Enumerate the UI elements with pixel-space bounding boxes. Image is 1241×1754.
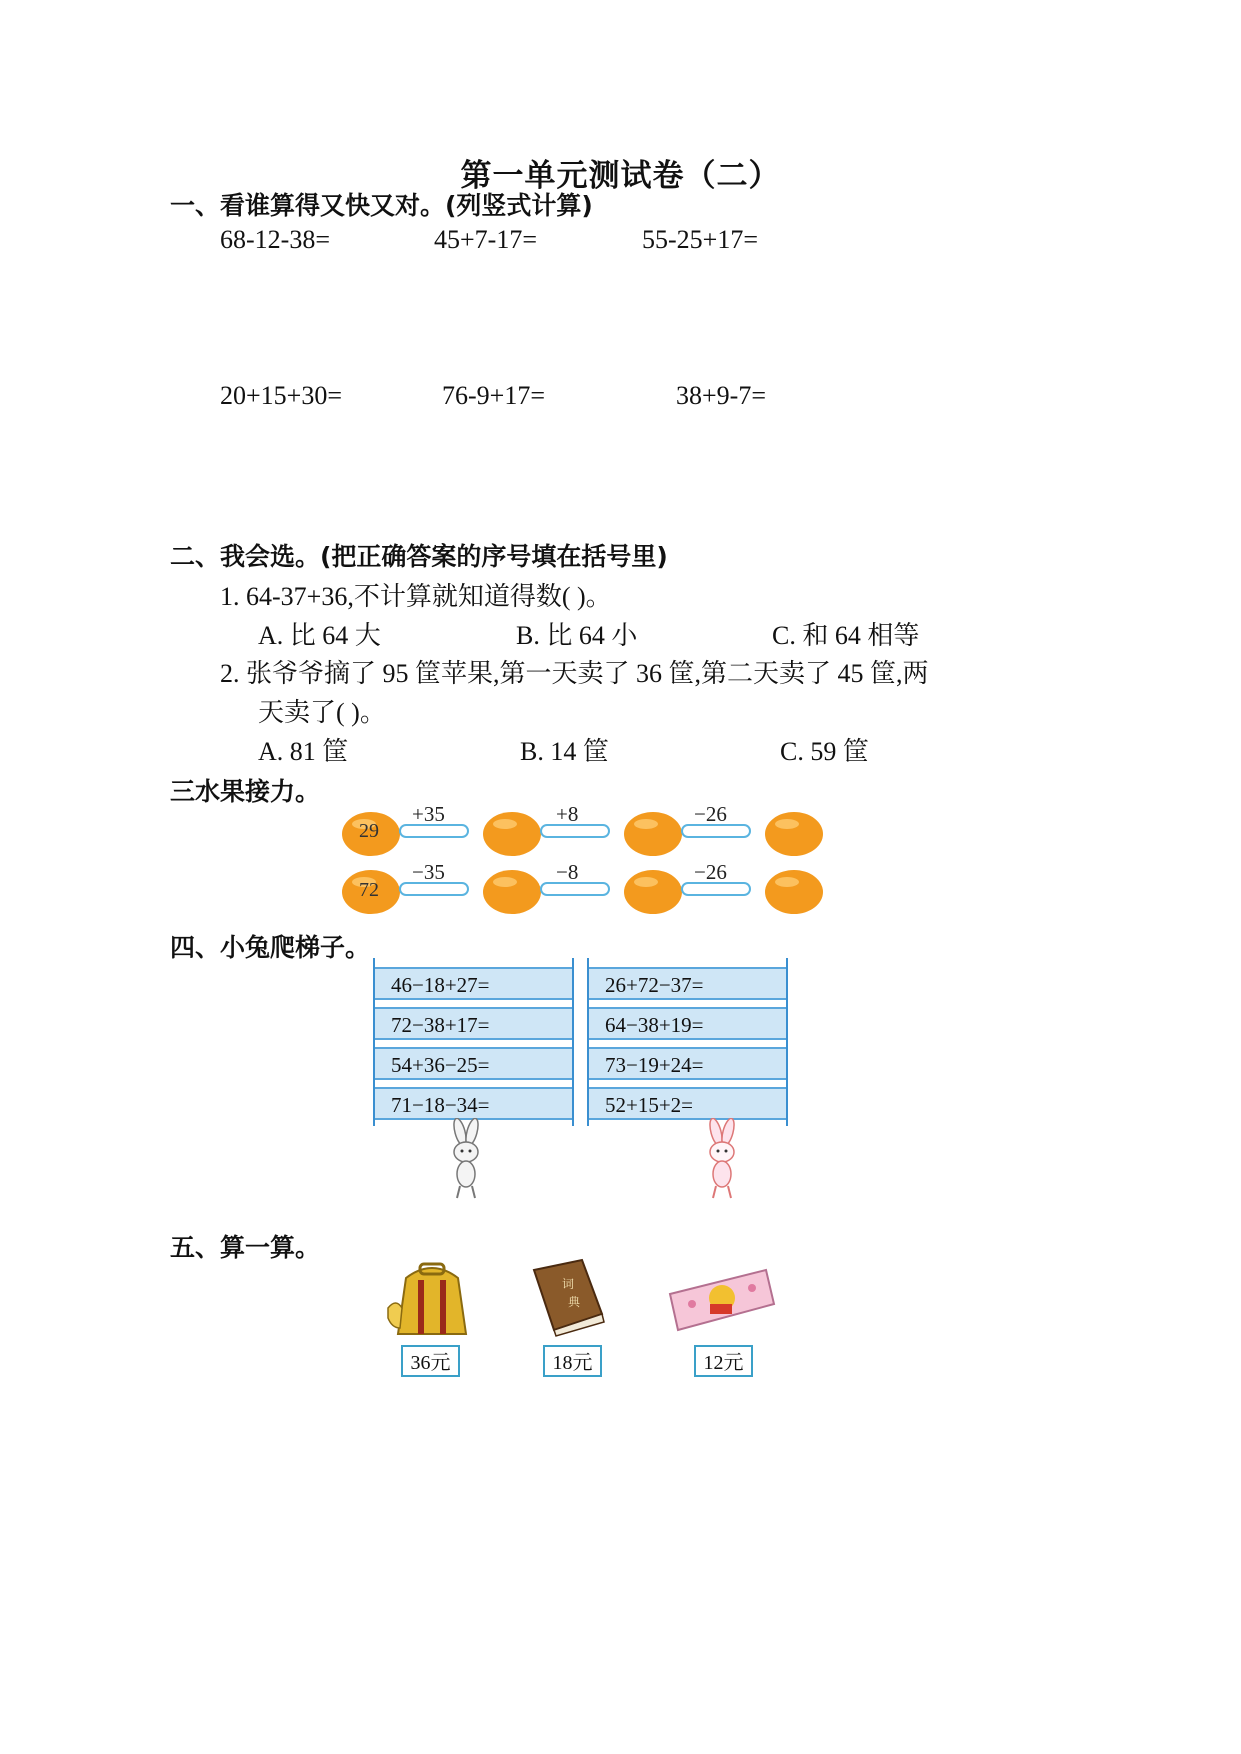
question-2-cont: 天卖了( )。 bbox=[258, 698, 386, 727]
ladder-rung: 46−18+27= bbox=[375, 967, 572, 1000]
operation-label: −26 bbox=[694, 860, 727, 884]
dictionary-icon bbox=[526, 1256, 608, 1338]
option: A. 比 64 大 bbox=[258, 621, 381, 650]
option: B. 比 64 小 bbox=[516, 621, 638, 650]
pencil-case-icon bbox=[666, 1264, 778, 1334]
price-tag: 12元 bbox=[694, 1345, 753, 1377]
operation-label: +8 bbox=[556, 802, 579, 826]
expr: 68-12-38= bbox=[220, 225, 330, 254]
rabbit-icon bbox=[440, 1118, 492, 1200]
expr: 55-25+17= bbox=[642, 225, 758, 254]
option: A. 81 筐 bbox=[258, 737, 349, 766]
ladder-rung: 54+36−25= bbox=[375, 1047, 572, 1080]
ladder-rung: 73−19+24= bbox=[589, 1047, 786, 1080]
price-tag: 36元 bbox=[401, 1345, 460, 1377]
ladder-rung: 64−38+19= bbox=[589, 1007, 786, 1040]
book-title-char: 典 bbox=[568, 1295, 581, 1309]
question-2: 2. 张爷爷摘了 95 筐苹果,第一天卖了 36 筐,第二天卖了 45 筐,两 bbox=[220, 659, 929, 688]
start-number: 72 bbox=[359, 879, 379, 901]
orange-icon bbox=[622, 808, 684, 858]
orange-icon bbox=[763, 866, 825, 916]
option: C. 59 筐 bbox=[780, 737, 869, 766]
section-2-heading: 二、我会选。(把正确答案的序号填在括号里) bbox=[170, 542, 668, 571]
price-tag: 18元 bbox=[543, 1345, 602, 1377]
section-4-heading: 四、小兔爬梯子。 bbox=[170, 933, 371, 962]
option: B. 14 筐 bbox=[520, 737, 609, 766]
orange-icon bbox=[763, 808, 825, 858]
ladder-rung: 71−18−34= bbox=[375, 1087, 572, 1120]
page-title: 第一单元测试卷（二） bbox=[460, 158, 781, 194]
operation-label: −35 bbox=[412, 860, 445, 884]
orange-icon bbox=[481, 866, 543, 916]
ladder-rung: 52+15+2= bbox=[589, 1087, 786, 1120]
operation-label: −8 bbox=[556, 860, 579, 884]
section-3-heading: 三水果接力。 bbox=[170, 777, 321, 806]
orange-icon bbox=[622, 866, 684, 916]
ladder-rail bbox=[572, 958, 574, 1126]
operation-label: +35 bbox=[412, 802, 445, 826]
section-5-heading: 五、算一算。 bbox=[170, 1233, 321, 1262]
expr: 76-9+17= bbox=[442, 381, 545, 410]
question-1: 1. 64-37+36,不计算就知道得数( )。 bbox=[220, 582, 612, 611]
rabbit-icon bbox=[696, 1118, 748, 1200]
ladder-rail bbox=[786, 958, 788, 1126]
expr: 38+9-7= bbox=[676, 381, 766, 410]
ladder-rung: 26+72−37= bbox=[589, 967, 786, 1000]
book-title-char: 词 bbox=[562, 1277, 575, 1291]
section-1-heading: 一、看谁算得又快又对。(列竖式计算) bbox=[170, 191, 593, 220]
start-number: 29 bbox=[359, 820, 379, 842]
expr: 45+7-17= bbox=[434, 225, 537, 254]
option: C. 和 64 相等 bbox=[772, 621, 920, 650]
expr: 20+15+30= bbox=[220, 381, 342, 410]
operation-label: −26 bbox=[694, 802, 727, 826]
orange-icon bbox=[481, 808, 543, 858]
backpack-icon bbox=[386, 1258, 478, 1340]
ladder-rung: 72−38+17= bbox=[375, 1007, 572, 1040]
